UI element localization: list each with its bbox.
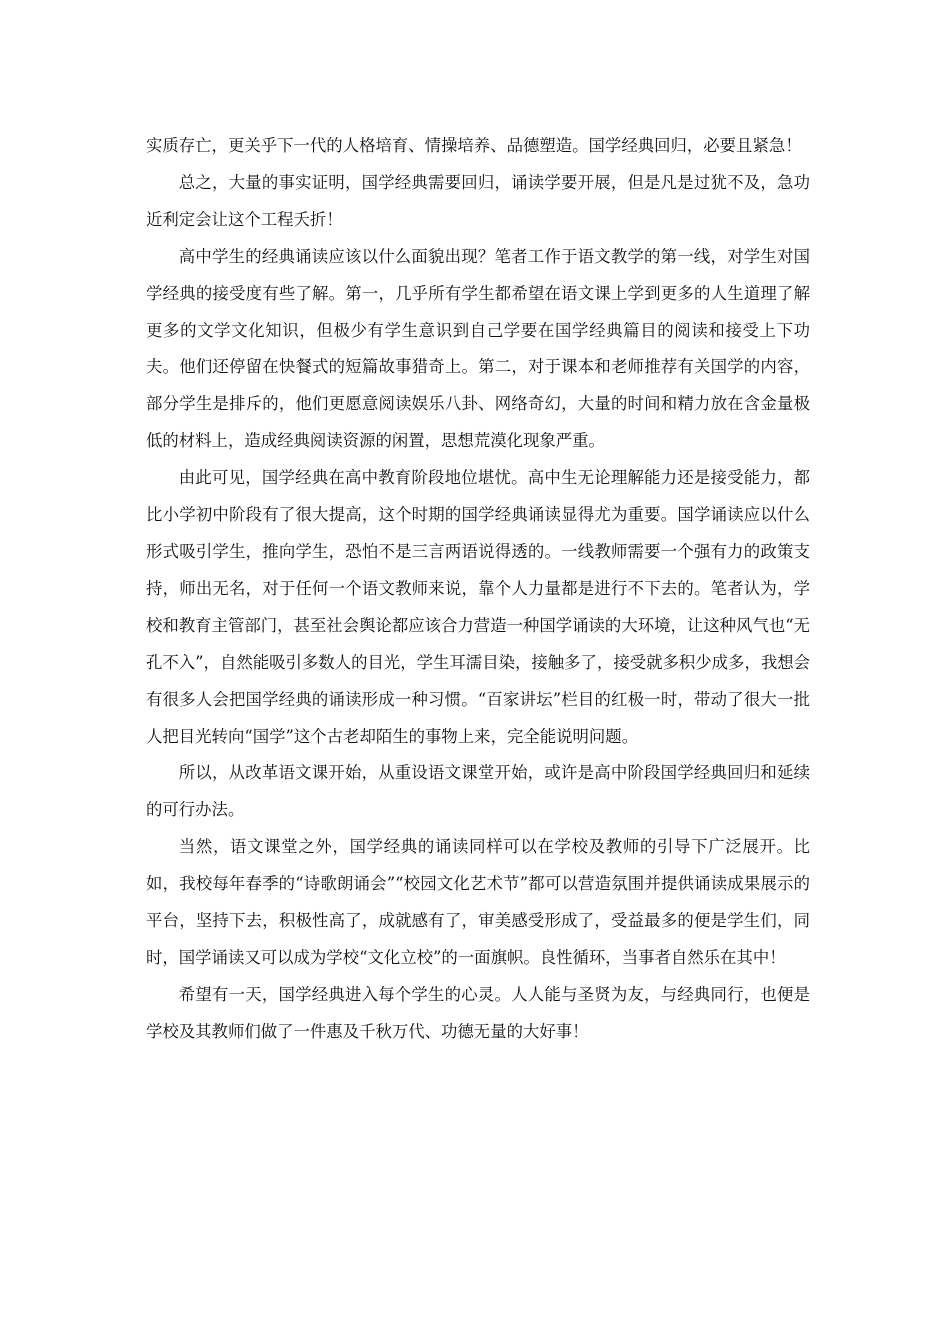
paragraph-campus-activities: 当然，语文课堂之外，国学经典的诵读同样可以在学校及教师的引导下广泛展开。比如，我校每年春季的“诗歌朗诵会”“校园文化艺术节”都可以营造氛围并提供诵读成果展示的平台，坚持下去，积极性高了，成就感有了，审美感受形成了，受益最多的便是学生们，同时，国学诵读又可以成为学校“文化立校”的一面旗帜。良性循环，当事者自然乐在其中！ (146, 837, 810, 967)
paragraph-hope: 希望有一天，国学经典进入每个学生的心灵。人人能与圣贤为友，与经典同行，也便是学校及其教师们做了一件惠及千秋万代、功德无量的大好事！ (146, 984, 810, 1041)
paragraph-student-reading: 高中学生的经典诵读应该以什么面貌出现？笔者工作于语文教学的第一线，对学生对国学经典的接受度有些了解。第一，几乎所有学生都希望在语文课上学到更多的人生道理了解更多的文学文化知识，但极少有学生意识到自己学要在国学经典篇目的阅读和接受上下功夫。他们还停留在快餐式的短篇故事猎奇上。第二，对于课本和老师推荐有关国学的内容，部分学生是排斥的，他们更愿意阅读娱乐八卦、网络奇幻，大量的时间和精力放在含金量极低的材料上，造成经典阅读资源的闲置，思想荒漠化现象严重。 (146, 246, 810, 451)
paragraph-reform: 所以，从改革语文课开始，从重设语文课堂开始，或许是高中阶段国学经典回归和延续的可行办法。 (146, 763, 810, 820)
article-body (146, 128, 821, 1051)
paragraph-continued: 实质存亡，更关乎下一代的人格培育、情操培养、品德塑造。国学经典回归，必要且紧急！ (146, 136, 802, 155)
paragraph-status-analysis: 由此可见，国学经典在高中教育阶段地位堪忧。高中生无论理解能力还是接受能力，都比小学初中阶段有了很大提高，这个时期的国学经典诵读显得尤为重要。国学诵读应以什么 形式吸引学生，推向学生，恐怕不是三言两语说得透的。一线教师需要一个强有力的政策支持，师出无名，对于任何一个语文教师来说，靠个人力量都是进行不下去的。笔者认为，学校和教育主管部门，甚至社会舆论都应该合力营造一种国学诵读的大环境，让这种风气也“无孔不入”，自然能吸引多数人的目光，学生耳濡目染，接触多了，接受就多积少成多，我想会有很多人会把国学经典的诵读形成一种习惯。“百家讲坛”栏目的红极一时，带动了很大一批人把目光转向“国学”这个古老却陌生的事物上来，完全能说明问题。 (146, 468, 821, 746)
paragraph-conclusion: 总之，大量的事实证明，国学经典需要回归，诵读学要开展，但是凡是过犹不及，急功近利定会让这个工程夭折！ (146, 172, 810, 229)
